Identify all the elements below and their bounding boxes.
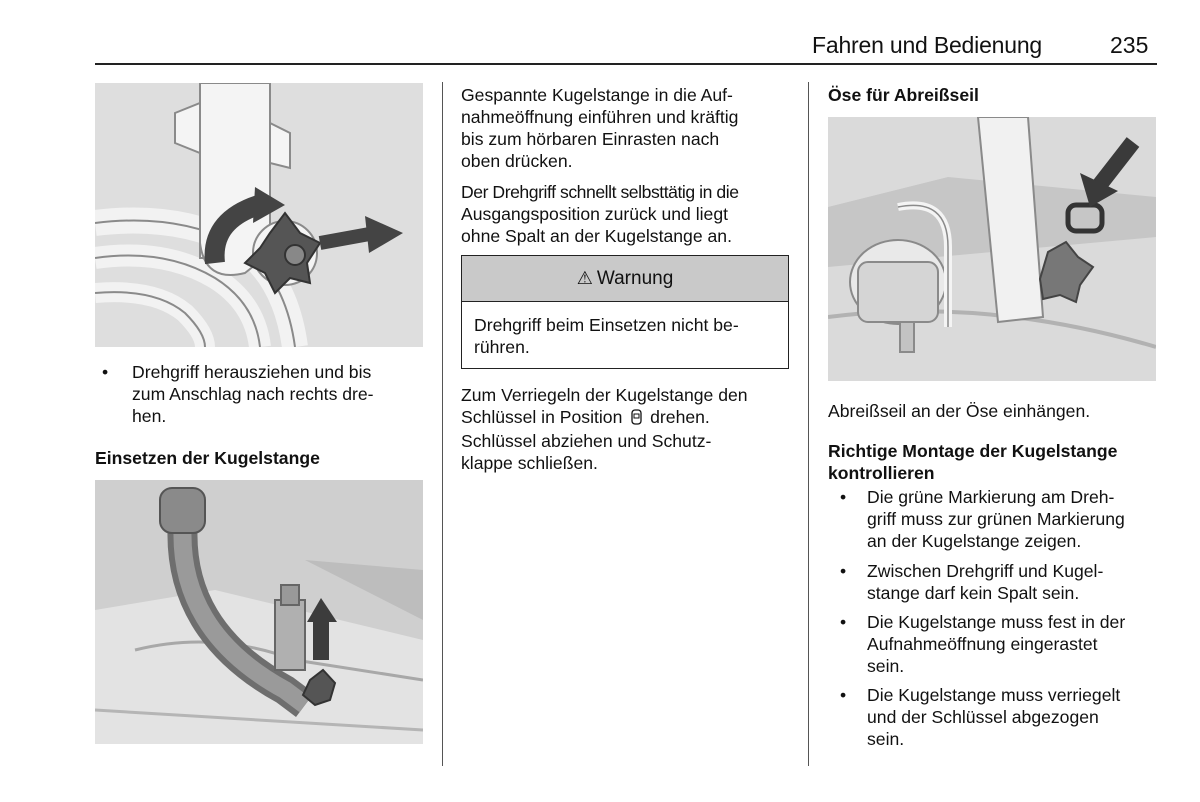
- text-line: Zum Verriegeln der Kugelstange den: [461, 385, 748, 405]
- text-line: bis zum hörbaren Einrasten nach: [461, 129, 720, 149]
- text-line: Gespannte Kugelstange in die Auf-: [461, 85, 733, 105]
- bullet-icon: •: [840, 612, 847, 632]
- page-number: 235: [1110, 32, 1149, 58]
- text-line: und der Schlüssel abgezogen: [867, 707, 1099, 727]
- text-line: an der Kugelstange zeigen.: [867, 531, 1082, 551]
- subheading: Öse für Abreißseil: [828, 85, 979, 105]
- bullet-icon: •: [102, 362, 109, 382]
- header-rule: [95, 63, 1157, 65]
- text-line: kontrollieren: [828, 463, 935, 483]
- text-fragment: Schlüssel in Position: [461, 407, 623, 427]
- warning-box: [461, 255, 789, 369]
- text-line: Die Kugelstange muss fest in der: [867, 612, 1126, 632]
- text-line: Schlüssel abziehen und Schutz-: [461, 431, 712, 451]
- bullet-icon: •: [840, 561, 847, 581]
- text-line: griff muss zur grünen Markierung: [867, 509, 1125, 529]
- text-line: Drehgriff beim Einsetzen nicht be-: [474, 315, 739, 335]
- text-line-with-icon: [461, 406, 801, 430]
- lock-icon: [631, 408, 642, 430]
- text-line: oben drücken.: [461, 151, 573, 171]
- bullet-icon: •: [840, 487, 847, 507]
- paragraph: [461, 384, 801, 474]
- text-line: sein.: [867, 729, 905, 749]
- text-line: stange darf kein Spalt sein.: [867, 583, 1080, 603]
- text-line: Der Drehgriff schnellt selbsttätig in die: [461, 182, 739, 202]
- column-divider: [808, 82, 809, 766]
- text-line: Die Kugelstange muss verriegelt: [867, 685, 1121, 705]
- warning-icon: ⚠: [576, 268, 593, 288]
- text-line: Zwischen Drehgriff und Kugel-: [867, 561, 1104, 581]
- paragraph: Abreißseil an der Öse einhängen.: [828, 401, 1091, 421]
- text-fragment: drehen.: [650, 407, 710, 427]
- text-line: zum Anschlag nach rechts dre-: [132, 384, 374, 404]
- figure-handle-rotation: [95, 83, 423, 347]
- text-line: Drehgriff herausziehen und bis: [132, 362, 372, 382]
- text-line: Ausgangsposition zurück und liegt: [461, 204, 729, 224]
- column-divider: [442, 82, 443, 766]
- text-line: Die grüne Markierung am Dreh-: [867, 487, 1115, 507]
- text-line: sein.: [867, 656, 905, 676]
- text-line: ohne Spalt an der Kugelstange an.: [461, 226, 732, 246]
- figure-insert-ball-bar: [95, 480, 423, 744]
- text-line: klappe schließen.: [461, 453, 598, 473]
- subheading: [828, 440, 1117, 484]
- figure-breakaway-eyelet: [828, 117, 1156, 381]
- section-title: Fahren und Bedienung: [812, 32, 1043, 58]
- paragraph: [461, 84, 791, 172]
- paragraph: [461, 181, 801, 247]
- warning-body: [462, 302, 788, 358]
- warning-header: [462, 256, 788, 302]
- subheading: Einsetzen der Kugelstange: [95, 448, 320, 468]
- text-line: hen.: [132, 406, 167, 426]
- bullet-icon: •: [840, 685, 847, 705]
- warning-title: Warnung: [596, 267, 674, 289]
- text-line: Richtige Montage der Kugelstange: [828, 441, 1118, 461]
- text-line: rühren.: [474, 337, 530, 357]
- text-line: Aufnahmeöffnung eingerastet: [867, 634, 1098, 654]
- text-line: nahmeöffnung einführen und kräftig: [461, 107, 739, 127]
